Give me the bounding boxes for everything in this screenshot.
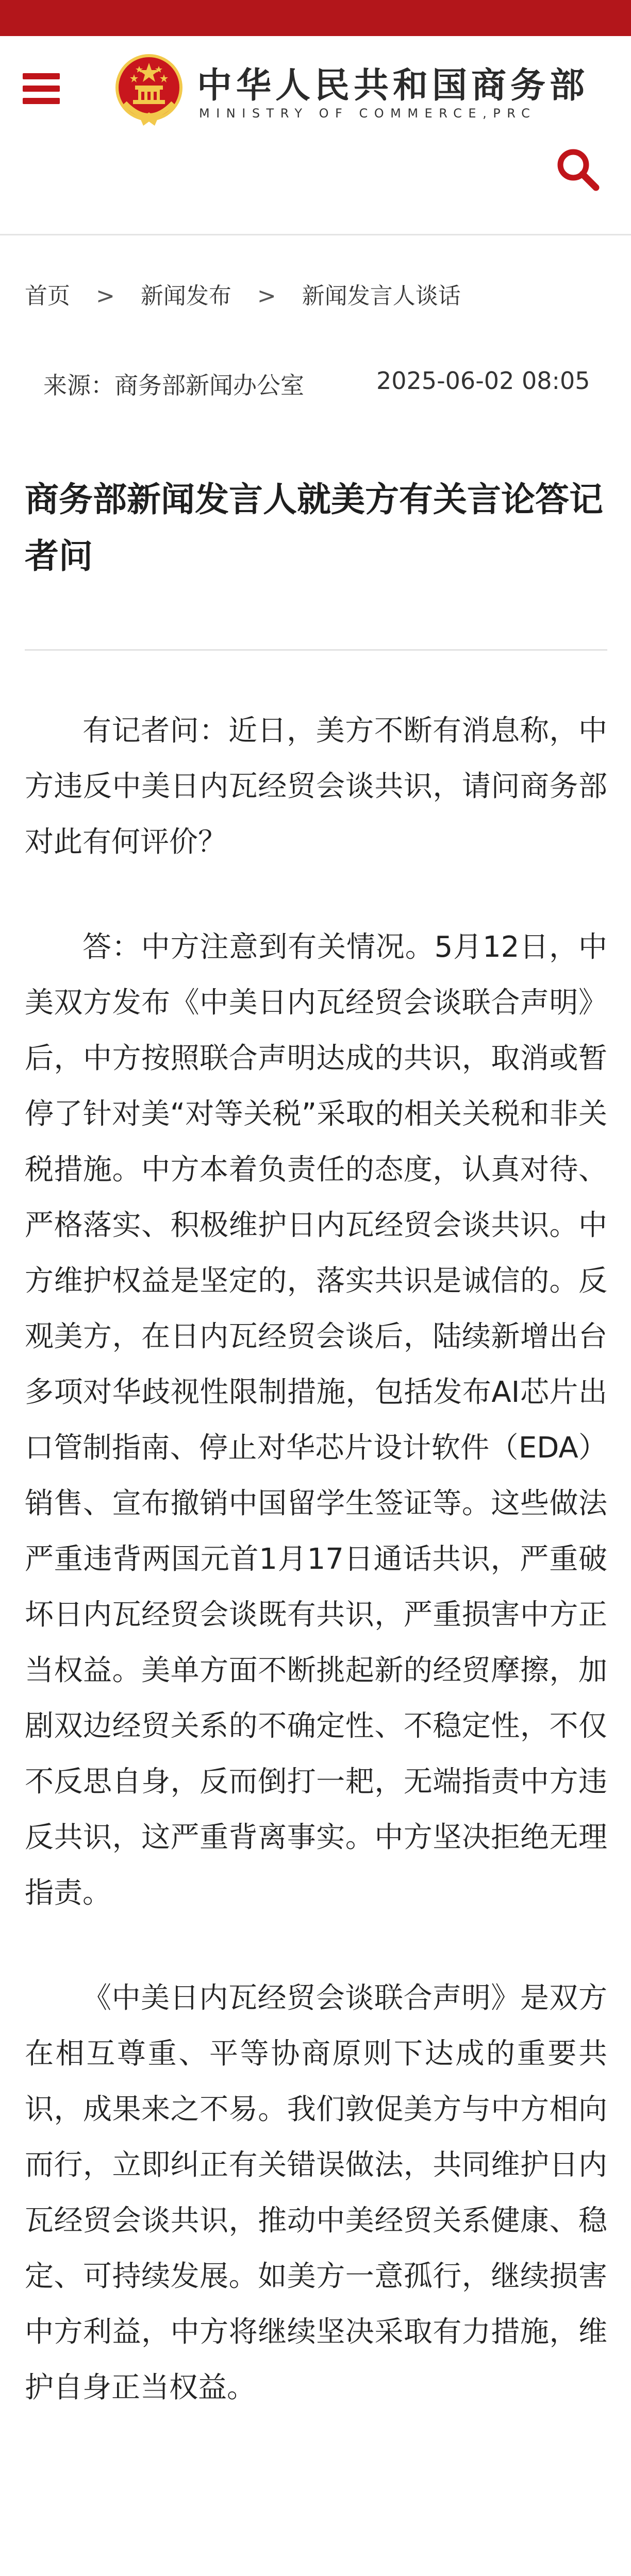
title-divider [25,649,607,651]
site-name-english: MINISTRY OF COMMERCE,PRC [199,106,537,121]
search-icon[interactable] [555,146,601,193]
menu-icon[interactable] [23,73,60,104]
article-paragraph: 答：中方注意到有关情况。5月12日，中美双方发布《中美日内瓦经贸会谈联合声明》后，中方按照联合声明达成的共识，取消或暂停了针对美“对等关税”采取的相关关税和非关税措施。中方本着负责任的态度，认真对待、严格落实、积极维护日内瓦经贸会谈共识。中方维护权益是坚定的，落实共识是诚信的。反观美方，在日内瓦经贸会谈后，陆续新增出台多项对华歧视性限制措施，包括发布AI芯片出口管制指南、停止对华芯片设计软件（EDA）销售、宣布撤销中国留学生签证等。这些做法严重违背两国元首1月17日通话共识，严重破坏日内瓦经贸会谈既有共识，严重损害中方正当权益。美单方面不断挑起新的经贸摩擦，加剧双边经贸关系的不确定性、不稳定性，不仅不反思自身，反而倒打一耙，无端指责中方违反共识，这严重背离事实。中方坚决拒绝无理指责。 [25,930,607,1910]
breadcrumb-spokesperson-talks[interactable]: 新闻发言人谈话 [302,283,461,309]
article-source: 来源：商务部新闻办公室 [43,371,304,399]
site-name[interactable]: 中华人民共和国商务部 [197,65,589,106]
top-red-bar [0,0,631,36]
breadcrumb-news-release[interactable]: 新闻发布 [140,283,231,309]
menu-line [23,73,60,79]
article-body [25,703,607,2465]
national-emblem-icon[interactable] [114,52,184,128]
breadcrumb [25,277,461,310]
article-title: 商务部新闻发言人就美方有关言论答记者问 [25,480,603,576]
breadcrumb-separator: > [96,283,115,309]
article-paragraph: 有记者问：近日，美方不断有消息称，中方违反中美日内瓦经贸会谈共识，请问商务部对此有何评价？ [25,714,607,859]
article-meta [43,367,590,401]
article-date: 2025-06-02 08:05 [376,367,590,395]
breadcrumb-separator: > [257,283,276,309]
breadcrumb-home[interactable]: 首页 [25,283,70,309]
article-paragraph: 《中美日内瓦经贸会谈联合声明》是双方在相互尊重、平等协商原则下达成的重要共识，成果来之不易。我们敦促美方与中方相向而行，立即纠正有关错误做法，共同维护日内瓦经贸会谈共识，推动中美经贸关系健康、稳定、可持续发展。如美方一意孤行，继续损害中方利益，中方将继续坚决采取有力措施，维护自身正当权益。 [25,1981,607,2404]
menu-line [23,98,60,104]
menu-line [23,86,60,92]
site-header [0,36,631,235]
